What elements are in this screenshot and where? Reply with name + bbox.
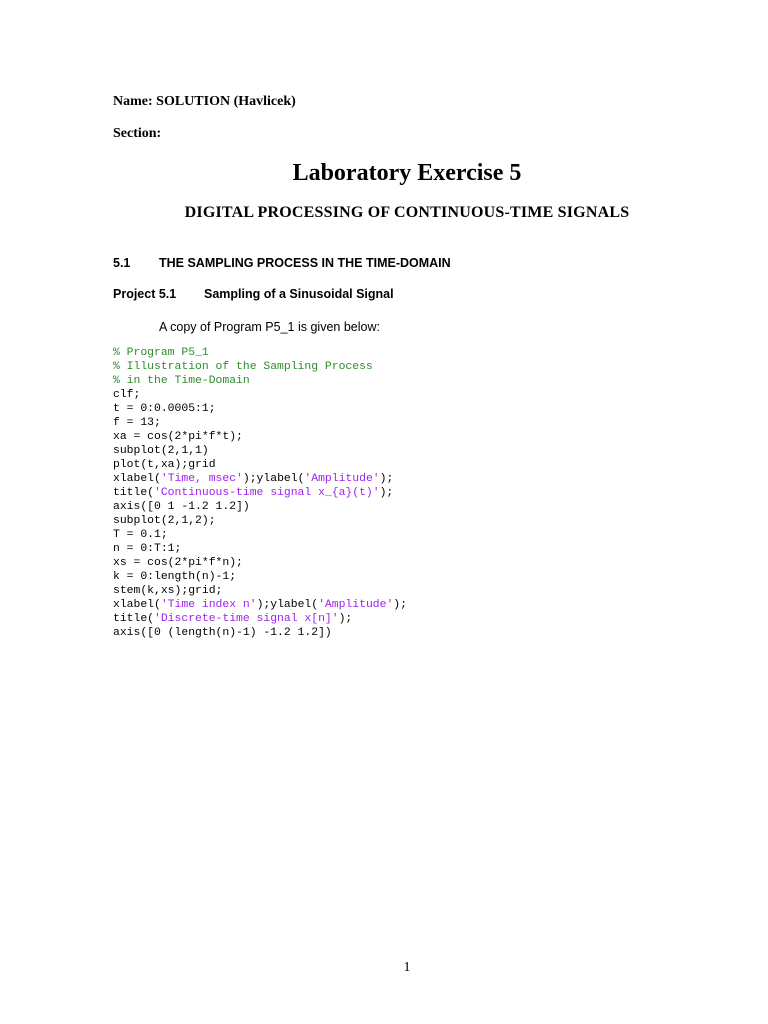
name-line	[113, 94, 296, 110]
code-line	[113, 528, 407, 542]
code-string: 'Time, msec'	[160, 473, 243, 485]
code-text: subplot(2,1,2);	[113, 515, 216, 527]
code-text: );	[393, 599, 407, 611]
code-line	[113, 374, 407, 388]
code-text: xa = cos(2*pi*f*t);	[113, 431, 243, 443]
code-line	[113, 584, 407, 598]
code-text: axis([0 (length(n)-1) -1.2 1.2])	[113, 627, 332, 639]
code-line	[113, 388, 407, 402]
project-title: Sampling of a Sinusoidal Signal	[204, 287, 394, 301]
code-text: k = 0:length(n)-1;	[113, 571, 237, 583]
code-line	[113, 556, 407, 570]
code-listing	[113, 346, 407, 640]
code-string: 'Continuous-time signal x_{a}(t)'	[154, 487, 380, 499]
code-line	[113, 486, 407, 500]
name-value: SOLUTION (Havlicek)	[156, 94, 296, 109]
intro-text: A copy of Program P5_1 is given below:	[159, 320, 380, 334]
code-text: xlabel(	[113, 599, 161, 611]
name-label: Name:	[113, 94, 153, 109]
code-string: 'Discrete-time signal x[n]'	[154, 613, 339, 625]
code-line	[113, 472, 407, 486]
section-number: 5.1	[113, 256, 131, 270]
code-text: );ylabel(	[242, 473, 305, 485]
code-line	[113, 514, 407, 528]
code-line	[113, 360, 407, 374]
code-text: xlabel(	[113, 473, 161, 485]
section-line	[113, 126, 161, 142]
code-text: );ylabel(	[256, 599, 319, 611]
page-number: 1	[403, 960, 411, 975]
code-line	[113, 626, 407, 640]
code-line	[113, 416, 407, 430]
code-text: axis([0 1 -1.2 1.2])	[113, 501, 250, 513]
code-string: 'Time index n'	[160, 599, 257, 611]
code-text: title(	[113, 613, 155, 625]
code-line	[113, 402, 407, 416]
code-text: subplot(2,1,1)	[113, 445, 209, 457]
section-title: THE SAMPLING PROCESS IN THE TIME-DOMAIN	[159, 256, 451, 270]
project-number: Project 5.1	[113, 287, 177, 301]
code-text: );	[379, 473, 394, 485]
code-text: xs = cos(2*pi*f*n);	[113, 557, 243, 569]
document-subtitle: DIGITAL PROCESSING OF CONTINUOUS-TIME SIGNALS	[184, 204, 630, 221]
code-string: 'Amplitude'	[318, 599, 394, 611]
code-string: 'Amplitude'	[304, 473, 380, 485]
code-text: f = 13;	[113, 417, 161, 429]
code-line	[113, 444, 407, 458]
code-text: );	[338, 613, 353, 625]
code-text: title(	[113, 487, 155, 499]
code-text: stem(k,xs);grid;	[113, 585, 223, 597]
code-text: );	[379, 487, 394, 499]
code-line	[113, 500, 407, 514]
code-line	[113, 346, 407, 360]
code-line	[113, 612, 407, 626]
code-comment: % Program P5_1	[113, 347, 209, 359]
code-text: T = 0.1;	[113, 529, 168, 541]
code-text: n = 0:T:1;	[113, 543, 182, 555]
code-text: clf;	[113, 389, 141, 401]
code-text: plot(t,xa);grid	[113, 459, 216, 471]
code-line	[113, 598, 407, 612]
code-line	[113, 458, 407, 472]
code-text: t = 0:0.0005:1;	[113, 403, 216, 415]
document-title: Laboratory Exercise 5	[292, 160, 522, 186]
code-line	[113, 570, 407, 584]
section-label: Section:	[113, 126, 162, 141]
code-comment: % Illustration of the Sampling Process	[113, 361, 373, 373]
code-comment: % in the Time-Domain	[113, 375, 250, 387]
code-line	[113, 542, 407, 556]
code-line	[113, 430, 407, 444]
